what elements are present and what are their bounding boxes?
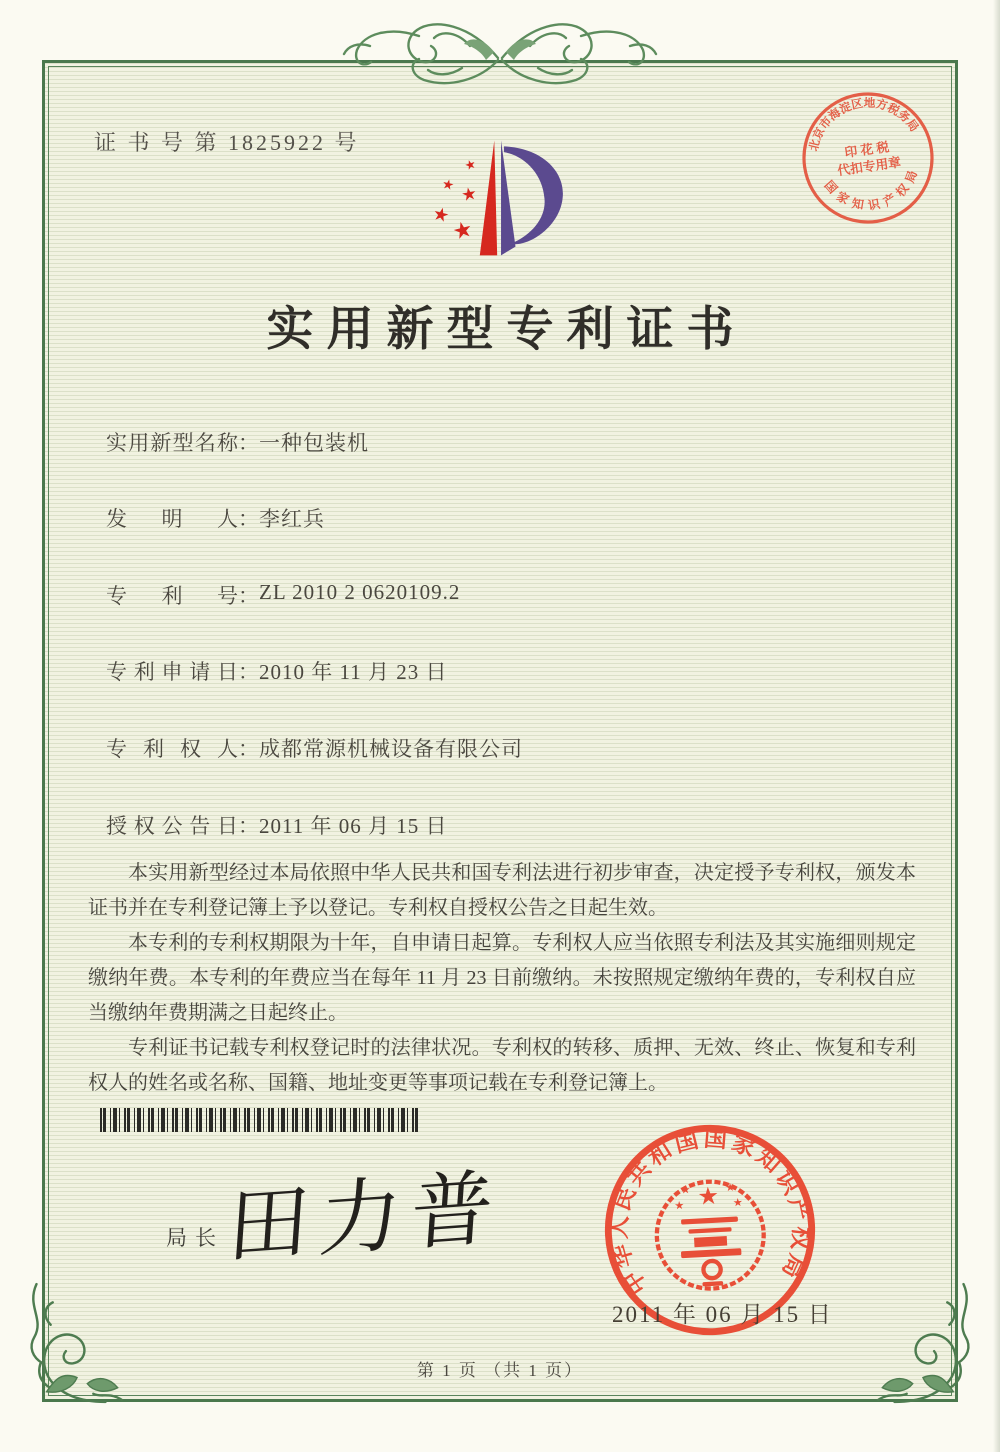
body-paragraph: 本专利的专利权期限为十年，自申请日起算。专利权人应当依照专利法及其实施细则规定缴纳年费。本专利的年费应当在每年 11 月 23 日前缴纳。未按照规定缴纳年费的，专利权自应当缴纳年费期满之日起终止。 [88, 932, 916, 1024]
field-colon: ： [238, 431, 259, 455]
svg-text:★: ★ [449, 215, 476, 245]
field-value: ZL 2010 2 0620109.2 [259, 580, 461, 604]
certificate-title: 实用新型专利证书 [266, 304, 747, 356]
bottom-left-flourish-icon [16, 1276, 128, 1408]
field-colon: ： [238, 660, 259, 684]
field-value: 2010 年 11 月 23 日 [259, 660, 448, 684]
field-row-patent-number [106, 580, 460, 610]
svg-text:★: ★ [462, 156, 478, 174]
tax-stamp-line1: 印 花 税 [843, 140, 891, 161]
svg-text:★: ★ [430, 203, 452, 227]
svg-text:★: ★ [696, 1183, 720, 1211]
barcode [100, 1108, 422, 1132]
field-label: 发明人 [106, 507, 238, 531]
field-label: 实用新型名称 [106, 431, 238, 455]
field-label: 授权公告日 [106, 814, 238, 838]
field-value: 2011 年 06 月 15 日 [259, 814, 448, 838]
field-row-filing-date [106, 656, 447, 686]
cnipa-logo-icon [420, 136, 584, 284]
field-row-utility-model-name [106, 427, 369, 457]
field-label: 专利申请日 [106, 660, 238, 684]
grant-date-under-seal: 2011 年 06 月 15 日 [612, 1302, 833, 1327]
field-label: 专利号 [106, 584, 238, 608]
scan-edge-shadow [993, 0, 1000, 1452]
field-colon: ： [238, 737, 259, 761]
svg-text:★: ★ [459, 183, 479, 206]
field-label: 专利权人 [106, 737, 238, 761]
tax-stamp-line2: 代扣专用章 [836, 155, 902, 179]
page-number-footer: 第 1 页 （共 1 页） [416, 1361, 584, 1380]
svg-text:★: ★ [724, 1181, 736, 1195]
field-colon: ： [238, 507, 259, 531]
body-paragraph: 本实用新型经过本局依照中华人民共和国专利法进行初步审查，决定授予专利权，颁发本证书并在专利登记簿上予以登记。专利权自授权公告之日起生效。 [88, 862, 916, 919]
body-paragraph: 专利证书记载专利权登记时的法律状况。专利权的转移、质押、无效、终止、恢复和专利权人的姓名或名称、国籍、地址变更等事项记载在专利登记簿上。 [88, 1037, 916, 1094]
field-row-patentee [106, 733, 523, 763]
seal-ring-text: 中华人民共和国国家知识产权局 [605, 1125, 815, 1299]
field-value: 成都常源机械设备有限公司 [259, 737, 523, 761]
svg-text:★: ★ [440, 176, 456, 194]
field-row-inventor [106, 503, 325, 533]
bottom-right-flourish-icon [872, 1276, 984, 1408]
field-row-grant-date [106, 810, 447, 840]
field-colon: ： [238, 584, 259, 608]
stamp-duty-tax-stamp [791, 81, 945, 235]
commissioner-role-label: 局长 [166, 1226, 224, 1250]
svg-text:★: ★ [680, 1184, 691, 1197]
field-value: 李红兵 [259, 507, 325, 531]
certificate-number: 证 书 号 第 1825922 号 [94, 130, 360, 155]
svg-text:★: ★ [732, 1196, 744, 1210]
svg-text:★: ★ [674, 1199, 685, 1213]
tax-stamp-arc-bottom: 国家知识产权局 [821, 163, 922, 213]
field-value: 一种包装机 [259, 431, 369, 455]
field-colon: ： [238, 814, 259, 838]
top-dragon-ornament-icon [330, 6, 670, 106]
national-emblem-icon [654, 1179, 766, 1291]
tax-stamp-arc-top: 北京市海淀区地方税务局 [807, 96, 921, 153]
commissioner-signature: 田力普 [224, 1160, 507, 1276]
legal-text-block [88, 856, 916, 1101]
